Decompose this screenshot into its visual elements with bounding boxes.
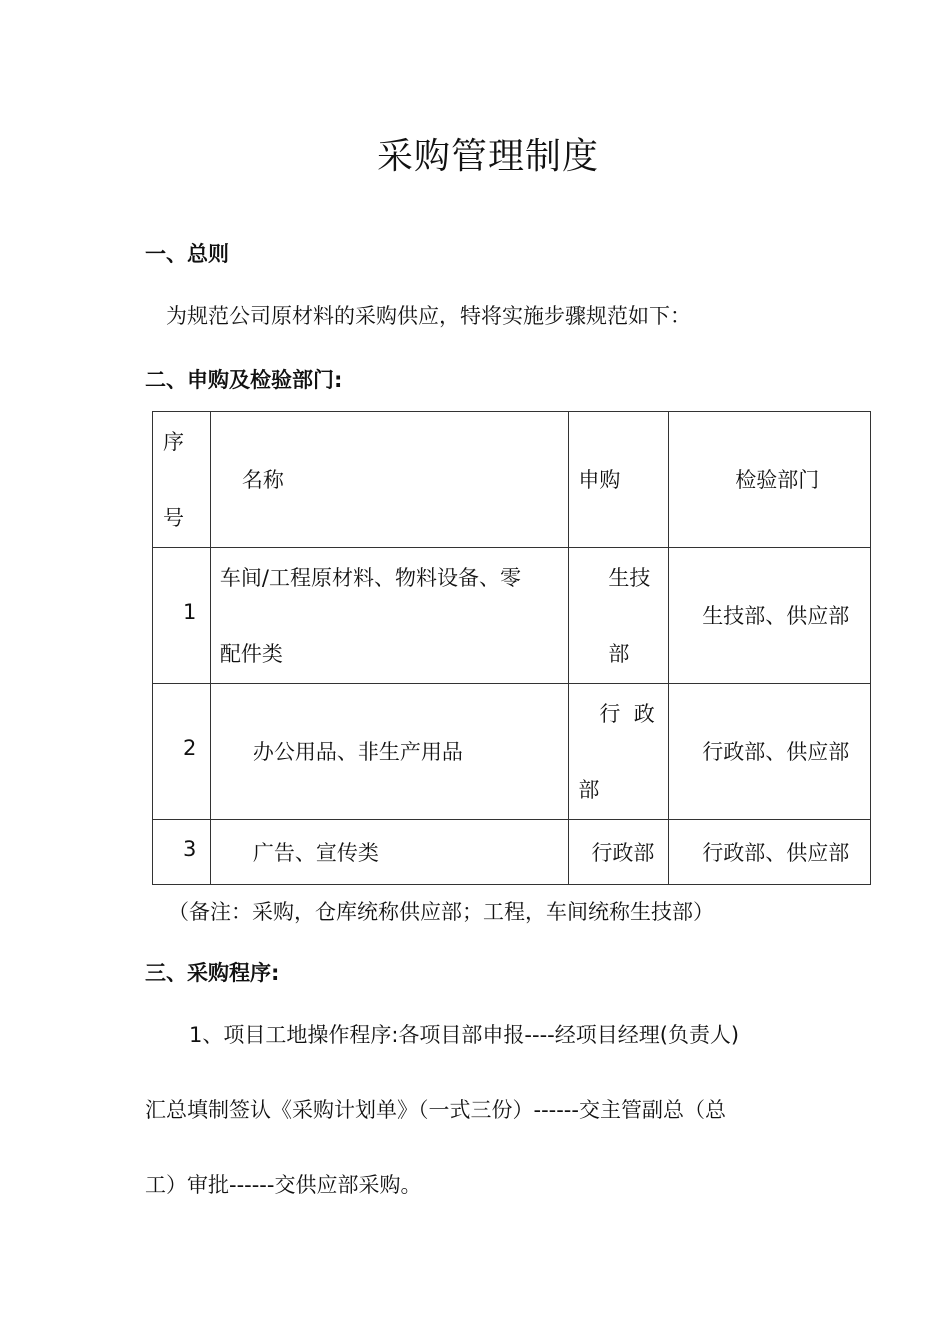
row-seq: 1 (183, 600, 197, 624)
section-general-text: 为规范公司原材料的采购供应，特将实施步骤规范如下： (166, 304, 691, 328)
procedure-line3: 工）审批------交供应部采购。 (145, 1173, 422, 1197)
row-name-line2: 配件类 (219, 642, 283, 666)
row-request-line2: 部 (608, 642, 630, 666)
section-heading-departments: 二、申购及检验部门: (145, 368, 343, 392)
section-heading-procedure: 三、采购程序: (145, 961, 280, 985)
procedure-line2: 汇总填制签认《采购计划单》（一式三份）------交主管副总（总 (145, 1098, 726, 1122)
table-row (153, 548, 871, 684)
row-request-line1: 行 政 (599, 702, 655, 726)
table-header-row (153, 412, 871, 548)
section-heading-general: 一、总则 (145, 242, 229, 266)
row-seq: 3 (183, 837, 197, 861)
row-name: 广告、宣传类 (252, 841, 379, 865)
header-request-label: 申购 (578, 468, 621, 492)
row-request-line2: 部 (578, 778, 600, 802)
row-name-line1: 车间/工程原材料、物料设备、零 (219, 566, 521, 590)
row-inspect: 生技部、供应部 (702, 604, 850, 628)
table-note: （备注：采购，仓库统称供应部；工程，车间统称生技部） (168, 900, 714, 924)
header-name-label: 名称 (241, 468, 284, 492)
procedure-line1: 1、项目工地操作程序:各项目部申报----经项目经理(负责人) (189, 1023, 740, 1047)
header-seq (153, 412, 211, 548)
row-inspect: 行政部、供应部 (702, 841, 850, 865)
header-request (569, 412, 669, 548)
table-row (153, 684, 871, 820)
row-request-line1: 生技 (608, 566, 651, 590)
header-name (210, 412, 568, 548)
table-row (153, 820, 871, 885)
header-seq-line1: 序 (163, 430, 184, 454)
document-title: 采购管理制度 (376, 136, 599, 177)
row-seq: 2 (183, 736, 197, 760)
header-inspect (669, 412, 871, 548)
department-table (152, 411, 871, 885)
header-seq-line2: 号 (163, 506, 184, 530)
row-inspect: 行政部、供应部 (702, 740, 850, 764)
header-inspect-label: 检验部门 (735, 468, 820, 492)
row-name: 办公用品、非生产用品 (252, 740, 463, 764)
row-request: 行政部 (591, 841, 655, 865)
